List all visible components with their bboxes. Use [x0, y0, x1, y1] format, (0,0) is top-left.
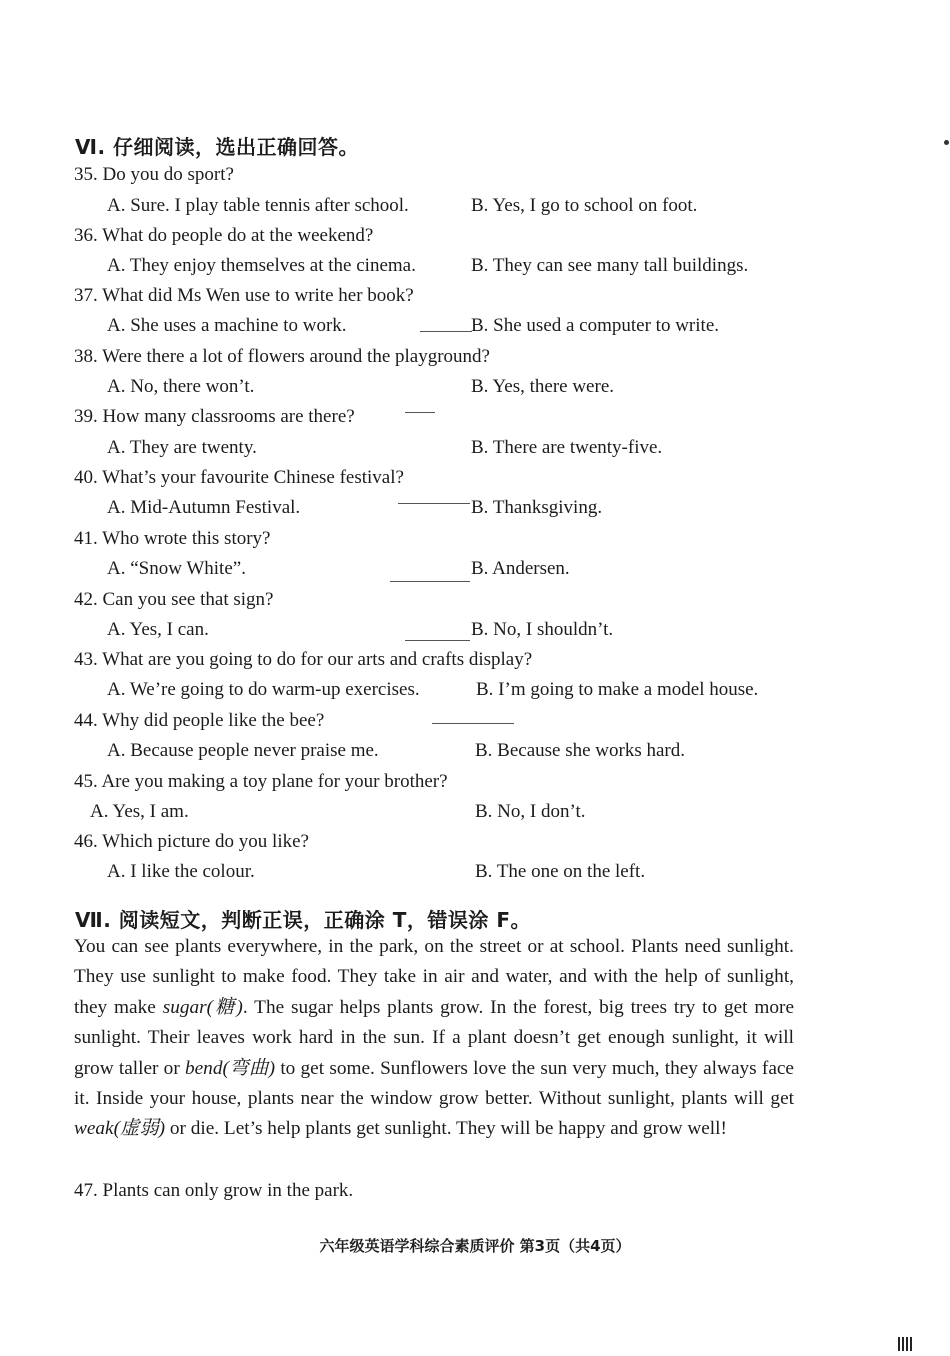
option-44-b: B. Because she works hard. [475, 740, 686, 761]
option-44-a: A. Because people never praise me. [107, 740, 379, 761]
option-35-b: B. Yes, I go to school on foot. [471, 195, 698, 216]
reading-passage [74, 932, 794, 1145]
option-41-a: A. “Snow White”. [107, 558, 246, 579]
option-40-b: B. Thanksgiving. [471, 497, 603, 518]
question-44: 44. Why did people like the bee? [74, 710, 325, 731]
question-37: 37. What did Ms Wen use to write her book? [74, 285, 414, 306]
question-43: 43. What are you going to do for our arts and crafts display? [74, 649, 533, 670]
gloss-bend: bend(弯曲) [184, 1057, 276, 1079]
passage-text: to get some. Sunflowers love the sun very much, they always face it. Inside your house, plants near the window grow better. Without sunlight, plants will get [74, 1057, 794, 1110]
option-36-b: B. They can see many tall buildings. [471, 255, 749, 276]
question-35: 35. Do you do sport? [74, 164, 234, 185]
pencil-mark [420, 331, 472, 332]
option-38-a: A. No, there won’t. [107, 376, 255, 397]
passage-text: or die. Let’s help plants get sunlight. They will be happy and grow well! [165, 1118, 727, 1140]
option-45-a: A. Yes, I am. [90, 801, 189, 822]
option-37-b: B. She used a computer to write. [471, 315, 720, 336]
option-46-b: B. The one on the left. [475, 861, 646, 882]
question-36: 36. What do people do at the weekend? [74, 225, 374, 246]
section-7-title: Ⅶ. 阅读短文，判断正误，正确涂 T，错误涂 F。 [75, 908, 532, 932]
option-40-a: A. Mid-Autumn Festival. [107, 497, 301, 518]
passage-text: . The sugar helps plants grow. In the forest, big trees try to get more sunlight. Their leaves work hard in the sun. If a plant doesn’t get enough sunlight, it will grow taller or [74, 996, 795, 1079]
option-46-a: A. I like the colour. [107, 861, 255, 882]
option-37-a: A. She uses a machine to work. [107, 315, 347, 336]
pencil-mark [432, 723, 514, 724]
pencil-mark [405, 640, 470, 641]
question-46: 46. Which picture do you like? [74, 831, 309, 852]
option-38-b: B. Yes, there were. [471, 376, 615, 397]
passage-text: You can see plants everywhere, in the park, on the street or at school. Plants need sunlight. They use sunlight to make food. They take in air and water, and with the help of sunlight, they make [74, 936, 794, 1018]
question-42: 42. Can you see that sign? [74, 589, 274, 610]
pencil-mark [390, 581, 470, 582]
question-45: 45. Are you making a toy plane for your brother? [74, 771, 448, 792]
option-39-a: A. They are twenty. [107, 437, 257, 458]
option-42-a: A. Yes, I can. [107, 619, 209, 640]
page-footer: 六年级英语学科综合素质评价 第3页（共4页） [319, 1237, 631, 1255]
gloss-weak: weak(虚弱) [74, 1118, 166, 1140]
question-39: 39. How many classrooms are there? [74, 406, 355, 427]
option-39-b: B. There are twenty-five. [471, 437, 663, 458]
option-42-b: B. No, I shouldn’t. [471, 619, 614, 640]
option-45-b: B. No, I don’t. [475, 801, 586, 822]
option-43-a: A. We’re going to do warm-up exercises. [107, 679, 420, 700]
option-41-b: B. Andersen. [471, 558, 570, 579]
pencil-mark [398, 503, 470, 504]
gloss-sugar: sugar(糖) [162, 996, 243, 1018]
pencil-mark [405, 412, 435, 413]
option-43-b: B. I’m going to make a model house. [476, 679, 759, 700]
question-40: 40. What’s your favourite Chinese festival? [74, 467, 404, 488]
question-41: 41. Who wrote this story? [74, 528, 271, 549]
section-6-title: Ⅵ. 仔细阅读，选出正确回答。 [75, 135, 360, 159]
question-47: 47. Plants can only grow in the park. [74, 1180, 354, 1201]
option-36-a: A. They enjoy themselves at the cinema. [107, 255, 416, 276]
scan-artifact-dot [944, 140, 949, 145]
scanner-qr-icon [898, 1337, 912, 1351]
option-35-a: A. Sure. I play table tennis after school. [107, 195, 409, 216]
question-38: 38. Were there a lot of flowers around the playground? [74, 346, 490, 367]
